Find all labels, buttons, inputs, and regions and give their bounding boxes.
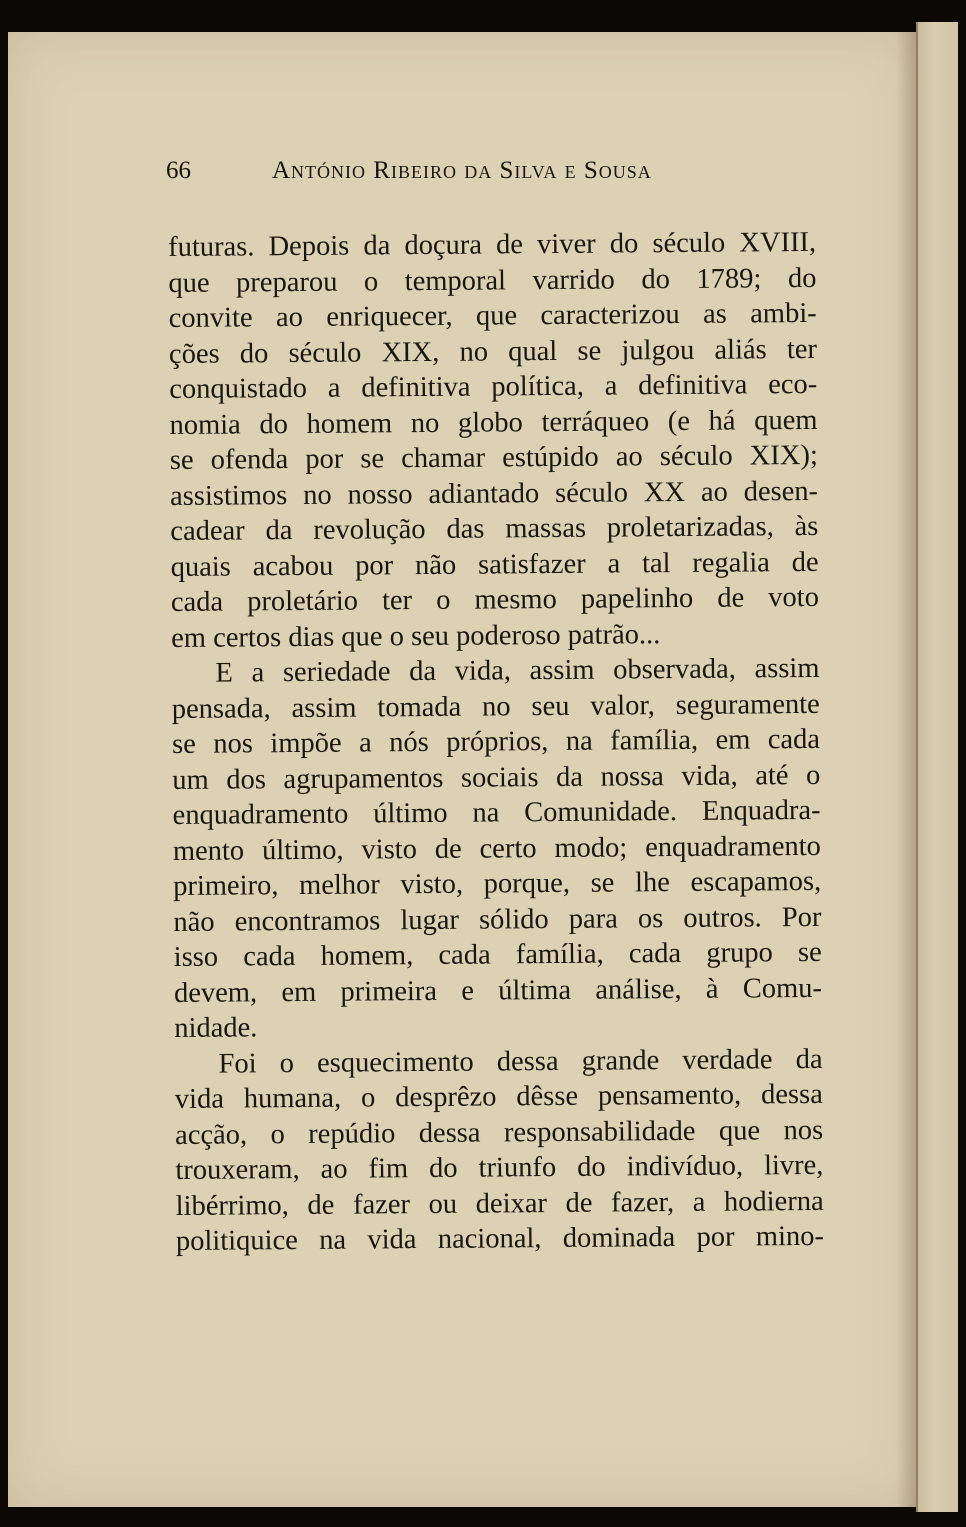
text-line: quais acabou por não satisfazer a tal regalia de [170, 546, 819, 583]
paragraph [171, 651, 822, 1047]
text-line: isso cada homem, cada família, cada grupo se [173, 936, 822, 973]
text-line: enquadramento último na Comunidade. Enquadra- [172, 794, 821, 831]
text-line: se ofenda por se chamar estúpido ao século XIX); [169, 439, 818, 476]
text-line: devem, em primeira e última análise, à Comu- [173, 972, 823, 1009]
paragraph [168, 225, 819, 656]
text-line: que preparou o temporal varrido do 1789; do [168, 262, 817, 299]
page-number: 66 [166, 157, 191, 184]
text-line: libérrimo, de fazer ou deixar de fazer, a hodierna [175, 1185, 824, 1222]
text-line: se nos impõe a nós próprios, na família, em cada [171, 723, 821, 760]
paragraph [174, 1041, 824, 1259]
text-line: acção, o repúdio dessa responsabilidade que nos [174, 1114, 824, 1151]
text-line: E a seriedade da vida, assim observada, assim [215, 652, 820, 689]
spine-shadow [896, 32, 916, 1507]
next-page-edge [916, 22, 958, 1512]
text-line: cada proletário ter o mesmo papelinho de voto [170, 581, 820, 618]
text-line: mento último, visto de certo modo; enquadramento [172, 830, 821, 867]
body-text [168, 225, 824, 1260]
text-line: primeiro, melhor visto, porque, se lhe escapamos, [173, 865, 822, 902]
text-line: Foi o esquecimento dessa grande verdade da [218, 1043, 823, 1080]
text-line: trouxeram, ao fim do triunfo do indivíduo, livre, [175, 1149, 824, 1186]
text-line: nidade. [174, 1012, 258, 1044]
running-title: António Ribeiro da Silva e Sousa [272, 157, 652, 184]
text-line: pensada, assim tomada no seu valor, seguramente [171, 688, 820, 725]
text-line: conquistado a definitiva política, a definitiva eco- [169, 368, 818, 405]
text-line: cadear da revolução das massas proletarizadas, às [170, 510, 819, 547]
text-line: politiquice na vida nacional, dominada por mino- [175, 1220, 825, 1257]
text-line: em certos dias que o seu poderoso patrão... [171, 618, 661, 654]
text-line: convite ao enriquecer, que caracterizou as ambi- [168, 297, 817, 334]
text-line: um dos agrupamentos sociais da nossa vida, até o [172, 759, 821, 796]
text-line: não encontramos lugar sólido para os outros. Por [173, 901, 822, 938]
text-line: nomia do homem no globo terráqueo (e há quem [169, 404, 818, 441]
text-line: vida humana, o desprêzo dêsse pensamento, dessa [174, 1078, 823, 1115]
text-line: ções do século XIX, no qual se julgou aliás ter [168, 333, 818, 370]
text-line: futuras. Depois da doçura de viver do século XVIII, [168, 226, 817, 263]
text-line: assistimos no nosso adiantado século XX ao desen- [169, 475, 819, 512]
running-head [166, 157, 726, 191]
